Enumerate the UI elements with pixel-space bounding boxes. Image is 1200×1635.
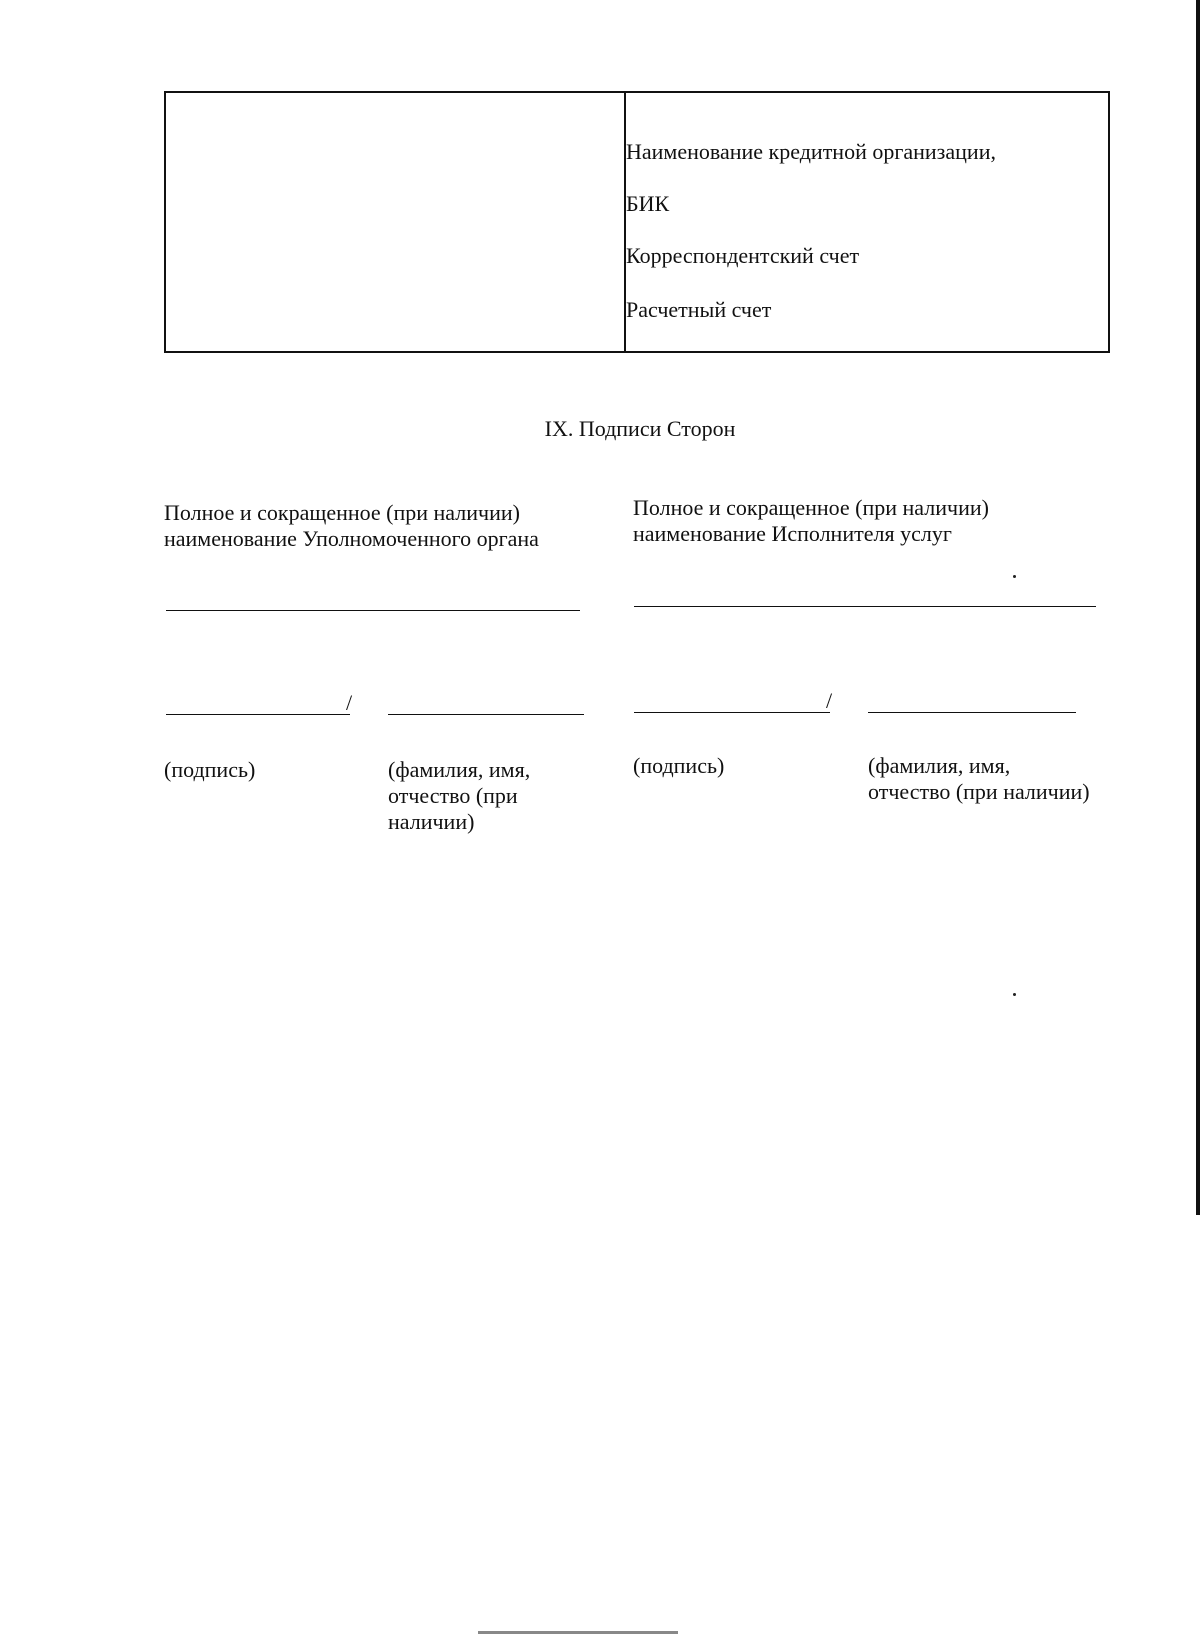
right-fullname-caption-line2: отчество (при наличии) [868,779,1090,804]
right-party-name-line [634,606,1096,607]
bik-label: БИК [626,191,670,216]
scan-speck [1013,575,1016,578]
left-party-name-line [166,610,580,611]
bank-details-table [164,91,1110,353]
scan-edge-mark [1196,0,1200,1215]
left-signature-separator: / [346,690,353,715]
left-fullname-caption-line3: наличии) [388,809,475,834]
bank-name-label: Наименование кредитной организации, [626,139,996,164]
right-signature-line [634,712,830,713]
right-fullname-caption [868,753,1090,805]
left-signature-line [166,714,350,715]
left-party-title [164,500,539,552]
left-party-title-line1: Полное и сокращенное (при наличии) [164,500,520,525]
right-party-title-line2: наименование Исполнителя услуг [633,521,952,546]
right-party-title-line1: Полное и сокращенное (при наличии) [633,495,989,520]
right-fullname-line [868,712,1076,713]
correspondent-account-label: Корреспондентский счет [626,243,860,268]
scan-bottom-mark [478,1631,678,1634]
settlement-account-label: Расчетный счет [626,297,772,322]
scan-speck [1013,993,1016,996]
right-signature-caption: (подпись) [633,753,725,778]
left-fullname-caption [388,757,530,835]
right-signature-separator: / [826,688,833,713]
left-fullname-caption-line2: отчество (при [388,783,518,808]
left-signature-caption: (подпись) [164,757,256,782]
left-fullname-caption-line1: (фамилия, имя, [388,757,531,782]
left-party-title-line2: наименование Уполномоченного органа [164,526,539,551]
right-fullname-caption-line1: (фамилия, имя, [868,753,1011,778]
section-heading: IX. Подписи Сторон [544,416,736,441]
right-party-title [633,495,989,547]
left-fullname-line [388,714,584,715]
